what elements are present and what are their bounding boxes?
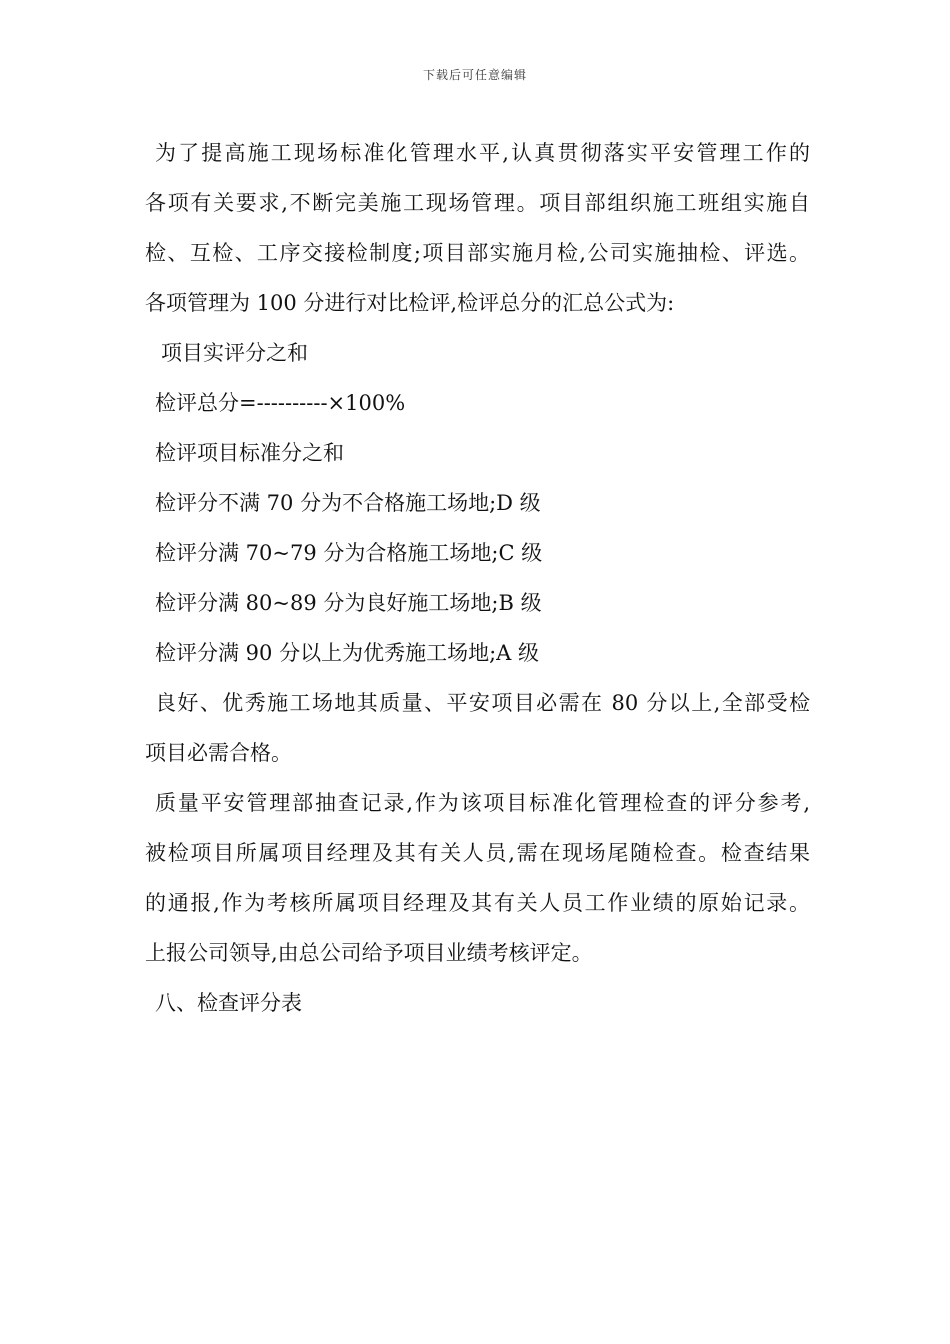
paragraph-intro-line-2: 各项有关要求,不断完美施工现场管理。项目部组织施工班组实施自	[145, 191, 810, 215]
paragraph-inspection-line-1: 质量平安管理部抽查记录,作为该项目标准化管理检查的评分参考,	[155, 791, 810, 815]
paragraph-inspection-line-2: 被检项目所属项目经理及其有关人员,需在现场尾随检查。检查结果	[145, 841, 810, 865]
grade-c-rule: 检评分满 70~79 分为合格施工场地;C 级	[155, 541, 543, 565]
grade-d-rule: 检评分不满 70 分为不合格施工场地;D 级	[155, 491, 541, 515]
paragraph-requirement-line-2: 项目必需合格。	[145, 741, 292, 765]
formula-main: 检评总分=----------×100%	[155, 391, 406, 415]
paragraph-intro-line-1: 为了提高施工现场标准化管理水平,认真贯彻落实平安管理工作的	[155, 141, 810, 165]
grade-b-rule: 检评分满 80~89 分为良好施工场地;B 级	[155, 591, 542, 615]
paragraph-requirement-line-1: 良好、优秀施工场地其质量、平安项目必需在 80 分以上,全部受检	[155, 691, 810, 715]
paragraph-intro-line-3: 检、互检、工序交接检制度;项目部实施月检,公司实施抽检、评选。	[145, 241, 810, 265]
section-heading: 八、检查评分表	[155, 991, 302, 1015]
paragraph-intro-line-4: 各项管理为 100 分进行对比检评,检评总分的汇总公式为:	[145, 291, 675, 315]
formula-denominator: 检评项目标准分之和	[155, 441, 344, 465]
formula-numerator: 项目实评分之和	[161, 341, 308, 365]
paragraph-inspection-line-4: 上报公司领导,由总公司给予项目业绩考核评定。	[145, 941, 593, 965]
grade-a-rule: 检评分满 90 分以上为优秀施工场地;A 级	[155, 641, 539, 665]
document-body	[145, 128, 810, 1028]
paragraph-inspection-line-3: 的通报,作为考核所属项目经理及其有关人员工作业绩的原始记录。	[145, 891, 810, 915]
page-header: 下载后可任意编辑	[422, 68, 527, 82]
